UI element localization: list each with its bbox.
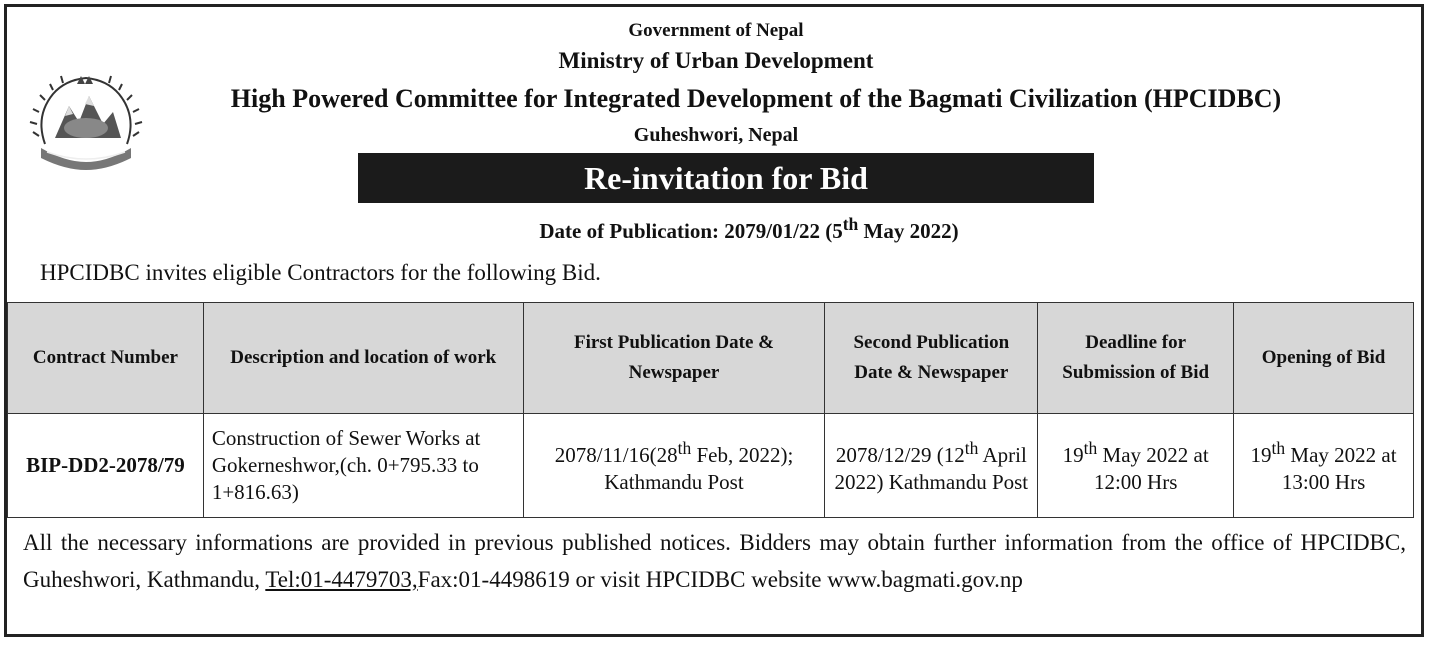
notice-title-banner: Re-invitation for Bid (358, 153, 1094, 203)
footer-text: All the necessary informations are provided in previous published notices. Bidders may obtain further information from the office of HPCIDBC, Guheshwori, Kathmandu, Tel:01-4479703,Fax:01-4498619 or visit HPCIDBC website www.bagmati.gov.np (23, 530, 1406, 592)
government-line: Government of Nepal (628, 20, 804, 41)
cell-deadline: 19th May 2022 at 12:00 Hrs (1038, 414, 1234, 518)
header-first-publication: First Publication Date & Newspaper (523, 303, 825, 414)
header-second-publication: Second Publication Date & Newspaper (825, 303, 1038, 414)
location-line: Guheshwori, Nepal (633, 124, 799, 146)
publication-date: Date of Publication: 2079/01/22 (5th May 2022) (539, 214, 959, 243)
telephone-link[interactable]: Tel:01-4479703, (265, 567, 418, 592)
cell-opening: 19th May 2022 at 13:00 Hrs (1234, 414, 1414, 518)
header-deadline: Deadline for Submission of Bid (1038, 303, 1234, 414)
cell-contract-number: BIP-DD2-2078/79 (8, 414, 204, 518)
header-contract-number: Contract Number (8, 303, 204, 414)
nepal-government-emblem-icon (25, 66, 147, 171)
ministry-line: Ministry of Urban Development (558, 48, 874, 73)
table-header-row (8, 303, 1414, 414)
intro-text: HPCIDBC invites eligible Contractors for the following Bid. (40, 260, 601, 285)
header-opening: Opening of Bid (1234, 303, 1414, 414)
bid-table (7, 302, 1414, 518)
cell-first-publication: 2078/11/16(28th Feb, 2022); Kathmandu Post (523, 414, 825, 518)
table-row (8, 414, 1414, 518)
committee-line: High Powered Committee for Integrated Development of the Bagmati Civilization (HPCIDBC) (230, 84, 1282, 113)
cell-second-publication: 2078/12/29 (12th April 2022) Kathmandu Post (825, 414, 1038, 518)
header-description: Description and location of work (203, 303, 523, 414)
cell-description: Construction of Sewer Works at Gokerneshwor,(ch. 0+795.33 to 1+816.63) (203, 414, 523, 518)
